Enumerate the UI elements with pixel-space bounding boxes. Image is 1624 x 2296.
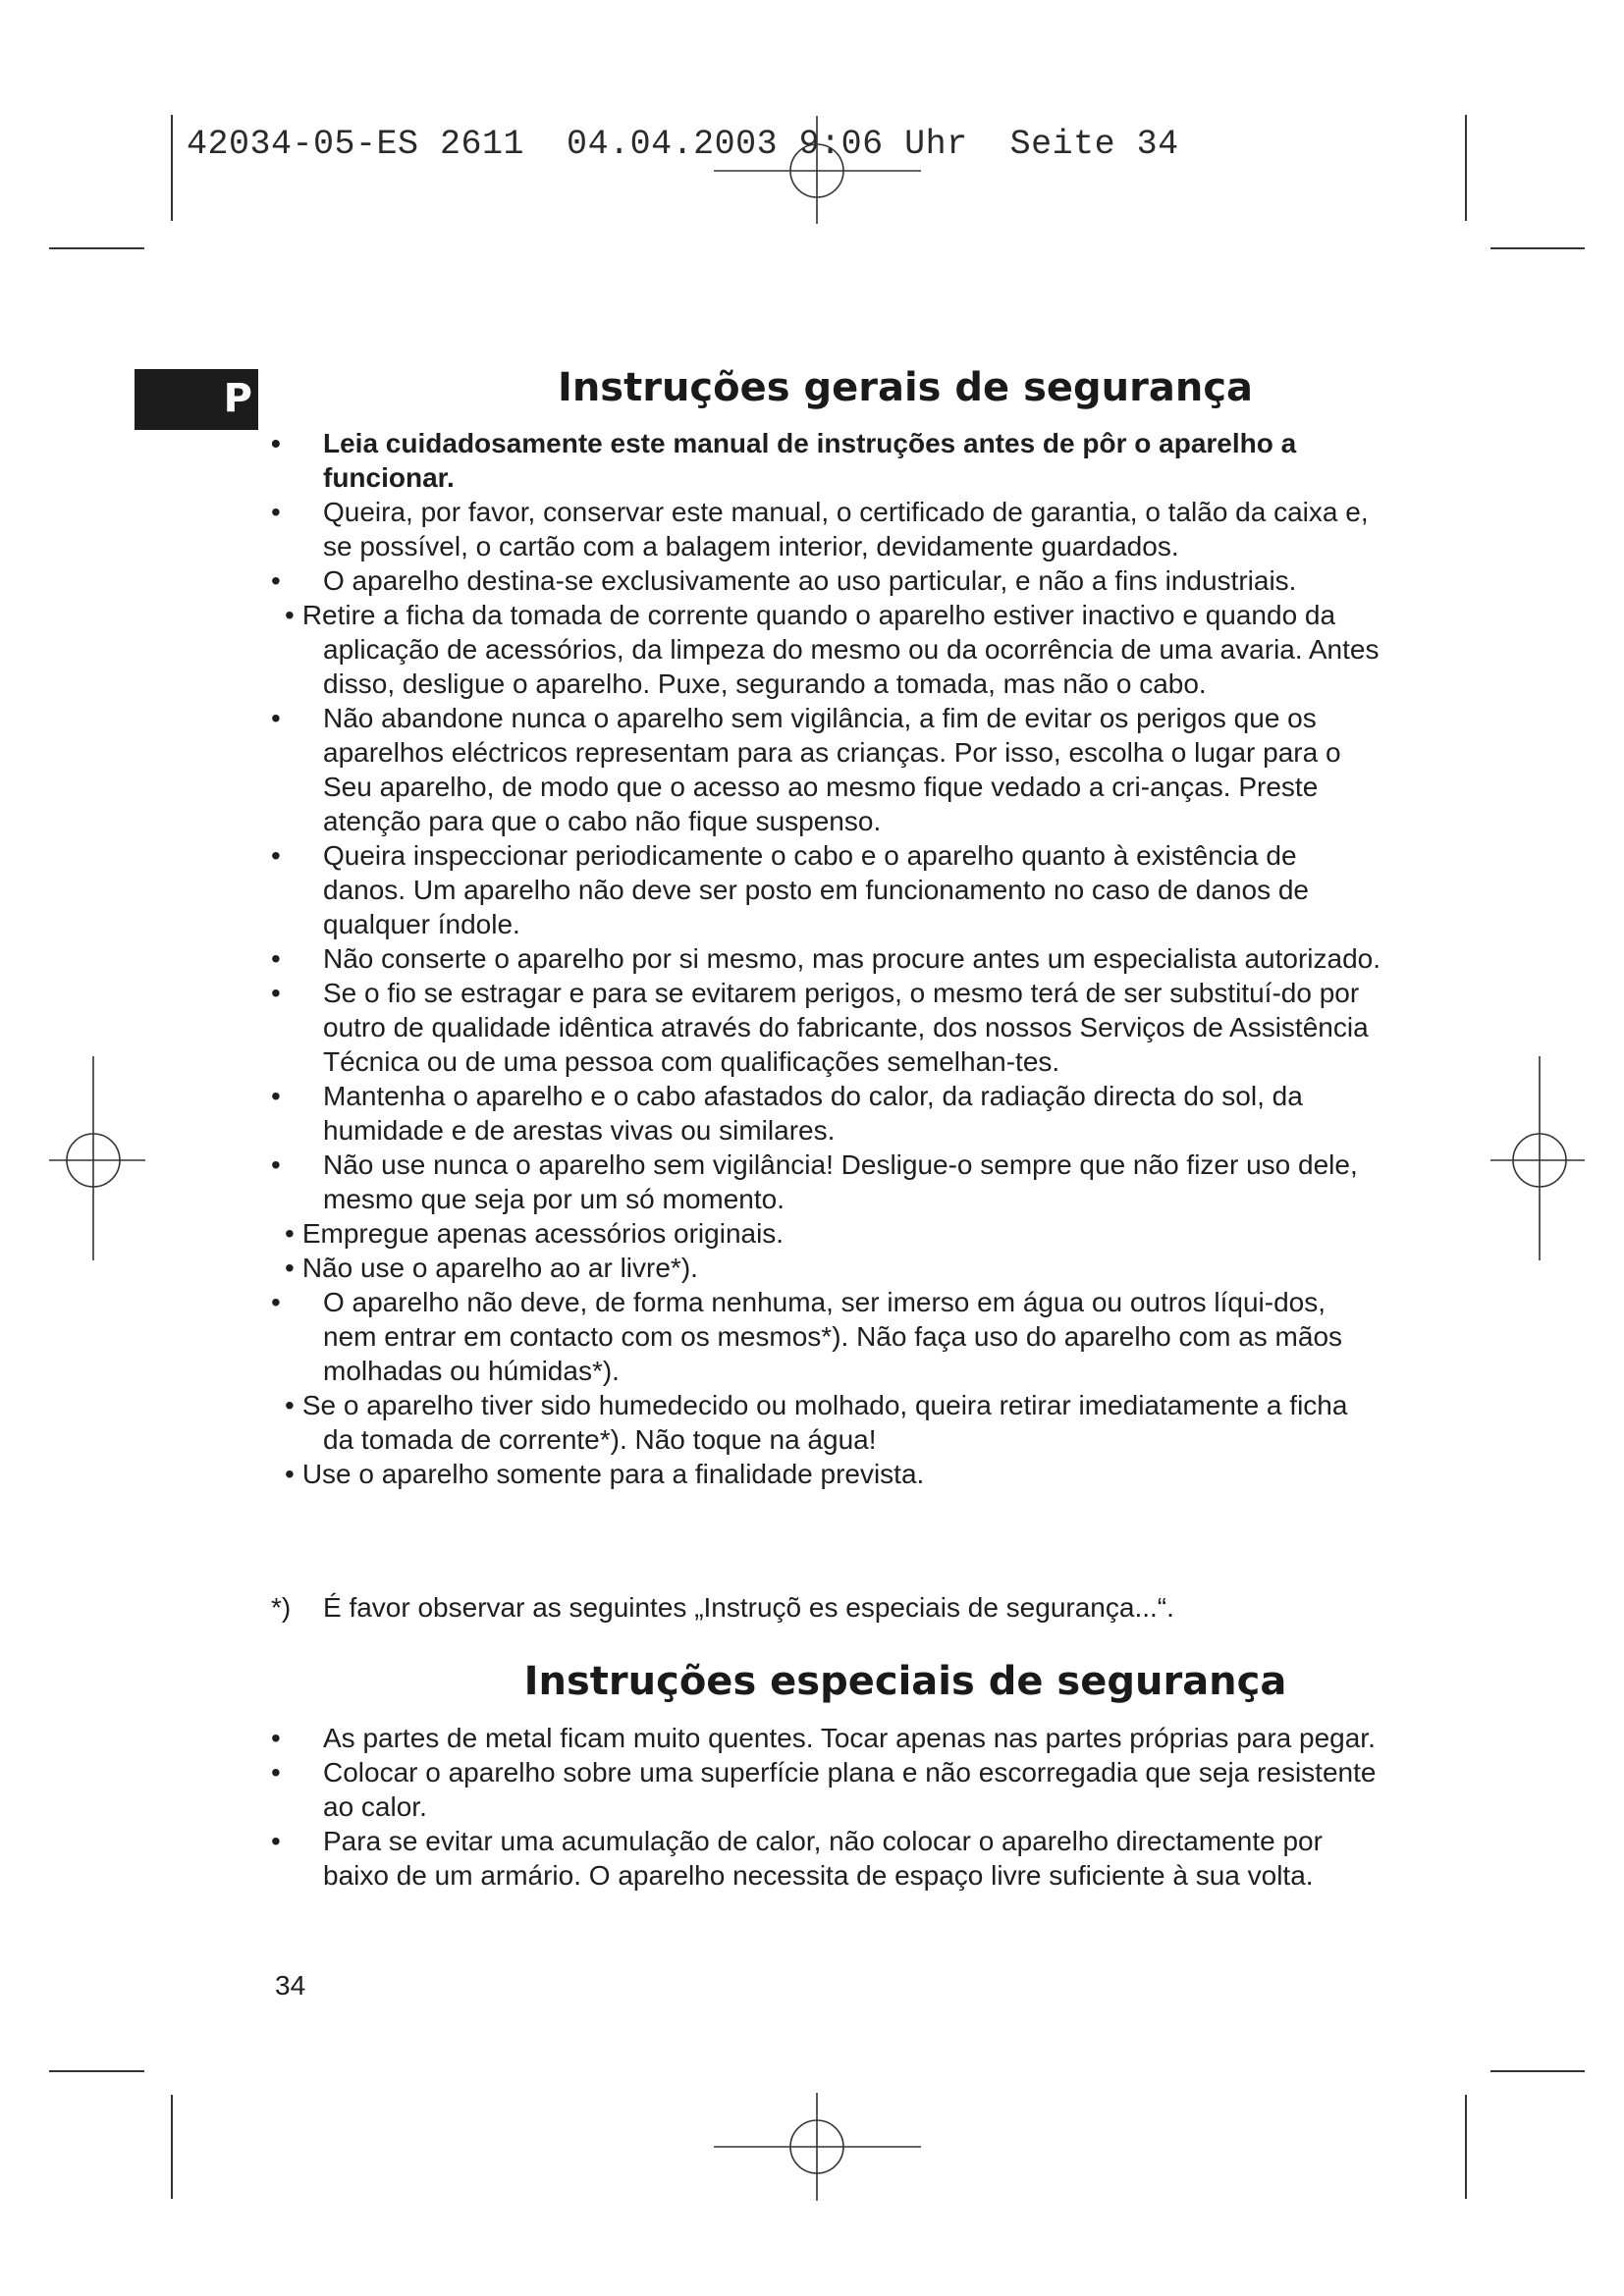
bullet-icon: • xyxy=(285,1218,295,1249)
bullet-icon: • xyxy=(271,1149,281,1180)
bullet-icon: • xyxy=(271,703,281,733)
page-number: 34 xyxy=(275,1970,306,2001)
bullet-icon: • xyxy=(271,428,281,458)
footnote-text: É favor observar as seguintes „Instruçõ es especiais de segurança...“. xyxy=(323,1592,1174,1623)
general-safety-list xyxy=(257,426,1382,1491)
list-item: • Colocar o aparelho sobre uma superfície plana e não escorregadia que seja resistente ao calor. xyxy=(271,1757,1377,1822)
list-item: • Para se evitar uma acumulação de calor, não colocar o aparelho directamente por baixo de um armário. O aparelho necessita de espaço livre suficiente à sua volta. xyxy=(271,1826,1323,1891)
bullet-icon: • xyxy=(271,565,281,596)
list-item: • Não conserte o aparelho por si mesmo, mas procure antes um especialista autorizado. xyxy=(271,943,1380,974)
list-item: • As partes de metal ficam muito quentes. Tocar apenas nas partes próprias para pegar. xyxy=(271,1723,1376,1753)
list-item: • Não abandone nunca o aparelho sem vigilância, a fim de evitar os perigos que os aparelhos eléctricos representam para as crianças. Por isso, escolha o lugar para o Seu aparelho, de modo que o acesso ao mesmo fique vedado a cri-anças. Preste atenção para que o cabo não fique suspenso. xyxy=(271,703,1341,836)
bullet-icon: • xyxy=(271,1757,281,1788)
language-tab-letter: P xyxy=(223,376,252,421)
general-safety-title: Instruções gerais de segurança xyxy=(557,365,1254,410)
bullet-icon: • xyxy=(285,1459,295,1489)
special-safety-list xyxy=(257,1721,1382,1893)
bullet-icon: • xyxy=(271,1287,281,1317)
list-item: • Queira, por favor, conservar este manual, o certificado de garantia, o talão da caixa e, se possível, o cartão com a balagem interior, devidamente guardados. xyxy=(271,497,1369,561)
bullet-icon: • xyxy=(271,1081,281,1111)
list-item: • Não use nunca o aparelho sem vigilância! Desligue-o sempre que não fizer uso dele, mesmo que seja por um só momento. xyxy=(271,1149,1358,1214)
list-item: • Retire a ficha da tomada de corrente quando o aparelho estiver inactivo e quando da aplicação de acessórios, da limpeza do mesmo ou da ocorrência de uma avaria. Antes disso, desligue o aparelho. Puxe, segurando a tomada, mas não o cabo. xyxy=(285,600,1380,699)
list-item: • O aparelho não deve, de forma nenhuma, ser imerso em água ou outros líqui-dos, nem entrar em contacto com os mesmos*). Não faça uso do aparelho com as mãos molhadas ou húmidas*). xyxy=(271,1287,1343,1386)
registration-mark-left xyxy=(49,1056,145,1260)
bullet-icon: • xyxy=(285,600,295,630)
print-slug: 42034-05-ES 2611 04.04.2003 9:06 Uhr Seite 34 xyxy=(187,125,1179,164)
list-item: • Se o aparelho tiver sido humedecido ou molhado, queira retirar imediatamente a ficha da tomada de corrente*). Não toque na água! xyxy=(285,1390,1348,1455)
list-item: • Não use o aparelho ao ar livre*). xyxy=(285,1253,698,1283)
list-item: • Se o fio se estragar e para se evitarem perigos, o mesmo terá de ser substituí-do por outro de qualidade idêntica através do fabricante, dos nossos Serviços de Assistência Técnica ou de uma pessoa com qualificações semelhan-tes. xyxy=(271,978,1369,1077)
footnote-marker: *) xyxy=(271,1592,292,1623)
registration-mark-bottom xyxy=(714,2093,921,2201)
list-item: • O aparelho destina-se exclusivamente ao uso particular, e não a fins industriais. xyxy=(271,565,1297,596)
bullet-icon: • xyxy=(271,840,281,871)
list-item: • Use o aparelho somente para a finalidade prevista. xyxy=(285,1459,925,1489)
language-tab xyxy=(135,369,258,430)
list-item: • Empregue apenas acessórios originais. xyxy=(285,1218,785,1249)
footnote xyxy=(271,1590,1390,1625)
bullet-icon: • xyxy=(271,978,281,1008)
bullet-icon: • xyxy=(271,1723,281,1753)
bullet-icon: • xyxy=(285,1253,295,1283)
bullet-icon: • xyxy=(271,943,281,974)
bullet-icon: • xyxy=(271,497,281,527)
list-item: • Queira inspeccionar periodicamente o cabo e o aparelho quanto à existência de danos. Um aparelho não deve ser posto em funcionamento no caso de danos de qualquer índole. xyxy=(271,840,1309,939)
list-item: • Leia cuidadosamente este manual de instruções antes de pôr o aparelho a funcionar. xyxy=(271,428,1297,493)
bullet-icon: • xyxy=(271,1826,281,1856)
special-safety-title: Instruções especiais de segurança xyxy=(523,1659,1287,1704)
registration-mark-right xyxy=(1490,1056,1585,1260)
list-item: • Mantenha o aparelho e o cabo afastados do calor, da radiação directa do sol, da humidade e de arestas vivas ou similares. xyxy=(271,1081,1303,1146)
bullet-icon: • xyxy=(285,1390,295,1420)
